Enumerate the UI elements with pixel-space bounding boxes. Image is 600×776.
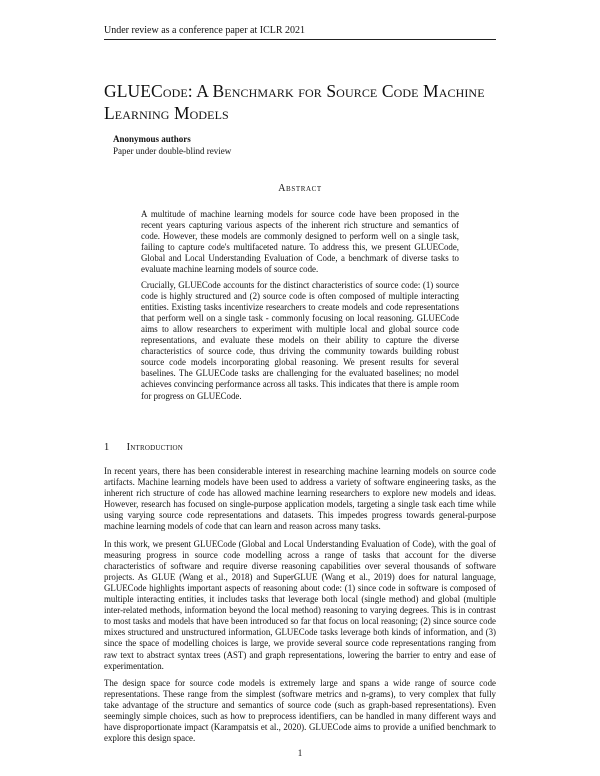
body-paragraph: In this work, we present GLUECode (Global and Local Understanding Evaluation of Code), with the goal of measuring progress in source code modelling across a range of tasks that account for the diverse characteristics of software and require diverse reasoning capabilities over several thousands of software projects. As GLUE (Wang et al., 2018) and SuperGLUE (Wang et al., 2019) does for natural language, GLUECode highlights important aspects of reasoning about code: (1) since code in software is composed of multiple interacting entities, it includes tasks that leverage both local (single method) and global (multiple inter-related methods, information beyond the local method) reasoning to varying degrees. This is in contrast to most tasks and models that have been introduced so far that focus on local reasoning; (2) since source code mixes structured and unstructured information, GLUECode tasks leverage both kinds of information, and (3) since the space of modelling choices is large, we provide several source code representations ranging from raw text to abstract syntax trees (AST) and graph representations, lowering the barrier to entry and ease of experimentation. bbox=[104, 538, 496, 671]
author-block bbox=[113, 134, 413, 157]
paper-title: GLUECode: A Benchmark for Source Code Machine Learning Models bbox=[104, 81, 485, 123]
abstract-paragraph: Crucially, GLUECode accounts for the distinct characteristics of source code: (1) source code is highly structured and (2) source code is often composed of multiple interacting entities. Existing tasks incentivize researchers to create models and code representations that perform well on a single task - commonly focusing on local reasoning. GLUECode aims to allow researchers to experiment with multiple local and global source code representations, and evaluate these models on their ability to capture the diverse characteristics of source code, thus driving the community towards building robust source code models incorporating global reasoning. We present results for several baselines. The GLUECode tasks are challenging for the evaluated baselines; no model achieves convincing performance across all tasks. This indicates that there is ample room for progress on GLUECode. bbox=[141, 279, 459, 401]
abstract-paragraph: A multitude of machine learning models for source code have been proposed in the recent years capturing various aspects of the inherent rich structure and semantics of code. However, these models are commonly designed to perform well on a single task, failing to capture code's multifaceted nature. To address this, we present GLUECode, Global and Local Understanding Evaluation of Code, a benchmark of diverse tasks to evaluate machine learning models of source code. bbox=[141, 209, 459, 275]
section-title: Introduction bbox=[126, 442, 184, 453]
abstract-heading-text: Abstract bbox=[278, 183, 322, 194]
author-affiliation: Paper under double-blind review bbox=[113, 145, 232, 156]
section-number: 1 bbox=[104, 442, 110, 453]
section-heading bbox=[104, 442, 496, 453]
header-rule bbox=[104, 39, 496, 40]
abstract-heading bbox=[104, 183, 496, 194]
author-name: Anonymous authors bbox=[113, 134, 191, 144]
running-head: Under review as a conference paper at ICLR 2021 bbox=[104, 25, 306, 36]
abstract bbox=[141, 209, 459, 406]
body-paragraph: The design space for source code models is extremely large and spans a wide range of source code representations. These range from the simplest (software metrics and n-grams), to very complex that fully take advantage of the structure and semantics of source code (such as graph-based representations). Even seemingly simple choices, such as how to preprocess identifiers, can be handled in many different ways and have disproportionate impact (Karampatsis et al., 2020). GLUECode aims to provide a unified benchmark to explore this design space. bbox=[104, 677, 496, 744]
body-paragraph: In recent years, there has been considerable interest in researching machine learning models on source code artifacts. Machine learning models have been used to address a variety of software engineering tasks, as the inherent rich structure of code has allowed machine learning researchers to explore new models and ideas. However, research has focused on single-purpose application models, targeting a single task each time while using varying source code representations and datasets. This impedes progress towards general-purpose machine learning models of code that can learn and reason across many tasks. bbox=[104, 466, 496, 532]
section-body bbox=[104, 466, 496, 750]
page-number: 1 bbox=[297, 748, 303, 758]
